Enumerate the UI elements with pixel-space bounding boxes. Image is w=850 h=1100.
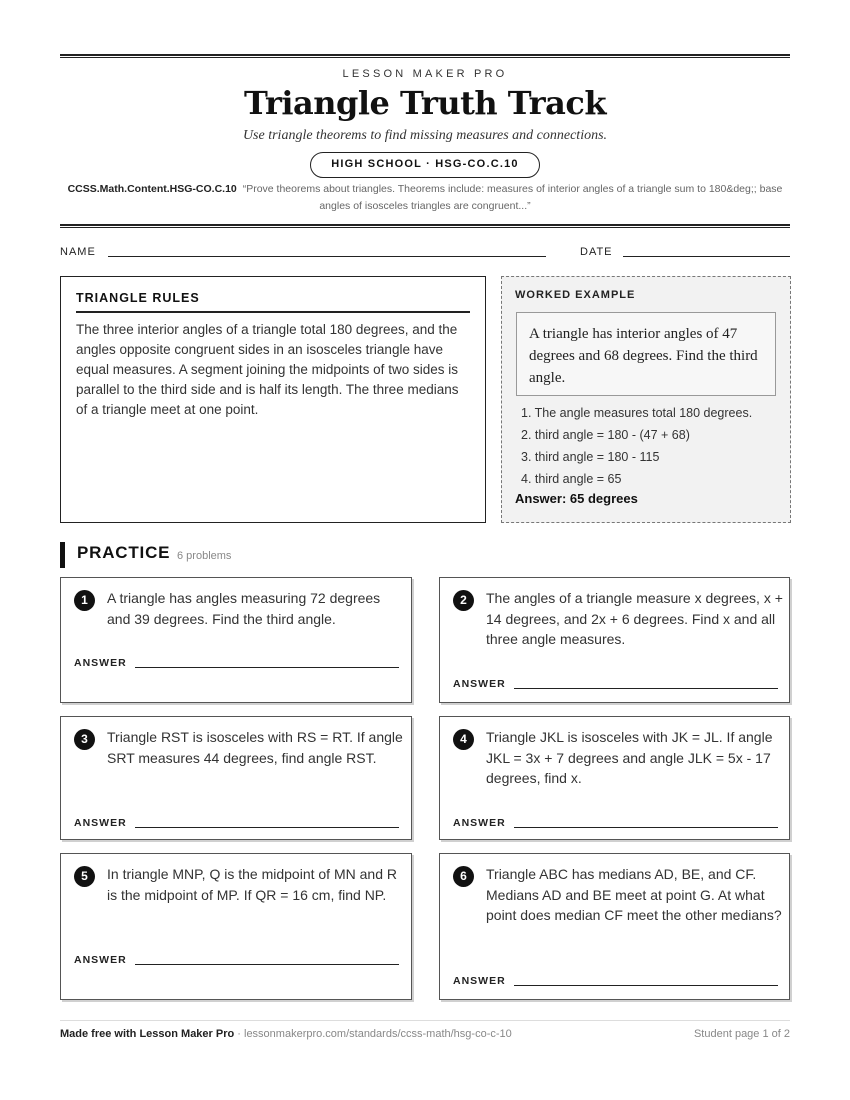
footer-made-with: Made free with Lesson Maker Pro bbox=[60, 1028, 235, 1040]
problem-text: Triangle RST is isosceles with RS = RT. If angle SRT measures 44 degrees, find angle RST. bbox=[107, 729, 403, 766]
rules-heading: TRIANGLE RULES bbox=[76, 291, 470, 313]
grade-standard-badge: HIGH SCHOOL · HSG-CO.C.10 bbox=[310, 152, 540, 178]
name-label: NAME bbox=[60, 246, 96, 258]
answer-label: ANSWER bbox=[74, 954, 127, 966]
date-label: DATE bbox=[580, 246, 613, 258]
problem-card-6 bbox=[439, 853, 790, 1000]
practice-count: 6 problems bbox=[177, 550, 232, 562]
problem-card-2 bbox=[439, 577, 790, 703]
example-step: 1. The angle measures total 180 degrees. bbox=[521, 406, 753, 420]
problem-text: In triangle MNP, Q is the midpoint of MN and R is the midpoint of MP. If QR = 16 cm, find NP. bbox=[107, 866, 397, 903]
problem-card-4 bbox=[439, 716, 790, 840]
problem-number: 2 bbox=[453, 590, 474, 611]
worksheet-subtitle: Use triangle theorems to find missing measures and connections. bbox=[242, 128, 608, 143]
practice-accent-bar bbox=[60, 542, 65, 568]
answer-line[interactable] bbox=[514, 985, 778, 986]
answer-line[interactable] bbox=[135, 964, 399, 965]
footer-url[interactable]: · lessonmakerpro.com/standards/ccss-math/hsg-co-c-10 bbox=[234, 1028, 512, 1040]
problem-number: 6 bbox=[453, 866, 474, 887]
problem-number: 4 bbox=[453, 729, 474, 750]
answer-label: ANSWER bbox=[453, 678, 506, 690]
footer-rule bbox=[60, 1020, 790, 1021]
example-heading: WORKED EXAMPLE bbox=[515, 289, 636, 301]
triangle-rules-panel bbox=[60, 276, 486, 523]
problem-card-3 bbox=[60, 716, 412, 840]
problem-text: The angles of a triangle measure x degrees, x + 14 degrees, and 2x + 6 degrees. Find x and all three angle measures. bbox=[486, 590, 783, 647]
standard-description bbox=[60, 181, 790, 215]
example-answer: Answer: 65 degrees bbox=[515, 491, 638, 506]
date-field-line[interactable] bbox=[623, 256, 790, 257]
problem-number: 3 bbox=[74, 729, 95, 750]
answer-line[interactable] bbox=[514, 688, 778, 689]
answer-label: ANSWER bbox=[74, 817, 127, 829]
answer-line[interactable] bbox=[135, 667, 399, 668]
answer-line[interactable] bbox=[135, 827, 399, 828]
footer-credit bbox=[60, 1028, 512, 1040]
name-field-line[interactable] bbox=[108, 256, 546, 257]
example-problem: A triangle has interior angles of 47 degrees and 68 degrees. Find the third angle. bbox=[516, 312, 776, 396]
rules-body: The three interior angles of a triangle total 180 degrees, and the angles opposite congruent sides in an isosceles triangle have equal measures. A segment joining the midpoints of two sides is parallel to the third side and is half its length. The three medians of a triangle meet at one point. bbox=[76, 322, 459, 417]
problem-text: A triangle has angles measuring 72 degrees and 39 degrees. Find the third angle. bbox=[107, 590, 381, 627]
problem-card-5 bbox=[60, 853, 412, 1000]
header-top-rule bbox=[60, 54, 790, 58]
problem-text: Triangle JKL is isosceles with JK = JL. If angle JKL = 3x + 7 degrees and angle JLK = 5x - 17 degrees, find x. bbox=[486, 729, 773, 786]
standard-code: CCSS.Math.Content.HSG-CO.C.10 bbox=[67, 183, 237, 195]
worksheet-title: Triangle Truth Track bbox=[243, 84, 607, 122]
problem-card-1 bbox=[60, 577, 412, 703]
example-step: 2. third angle = 180 - (47 + 68) bbox=[521, 428, 690, 442]
standard-text: “Prove theorems about triangles. Theorems include: measures of interior angles of a triangle sum to 180&deg;; base angles of isosceles triangles are congruent...” bbox=[242, 183, 783, 212]
problem-number: 5 bbox=[74, 866, 95, 887]
example-step: 4. third angle = 65 bbox=[521, 472, 622, 486]
worked-example-panel bbox=[501, 276, 791, 523]
answer-line[interactable] bbox=[514, 827, 778, 828]
header-bottom-rule bbox=[60, 224, 790, 228]
answer-label: ANSWER bbox=[453, 817, 506, 829]
answer-label: ANSWER bbox=[453, 975, 506, 987]
example-step: 3. third angle = 180 - 115 bbox=[521, 450, 660, 464]
problem-text: Triangle ABC has medians AD, BE, and CF. Medians AD and BE meet at point G. At what point does median CF meet the other medians? bbox=[486, 866, 782, 923]
answer-label: ANSWER bbox=[74, 657, 127, 669]
footer-page-number: Student page 1 of 2 bbox=[693, 1028, 790, 1040]
brand-name: LESSON MAKER PRO bbox=[342, 68, 508, 80]
example-steps bbox=[521, 402, 752, 490]
problem-number: 1 bbox=[74, 590, 95, 611]
practice-heading: PRACTICE bbox=[77, 543, 171, 562]
